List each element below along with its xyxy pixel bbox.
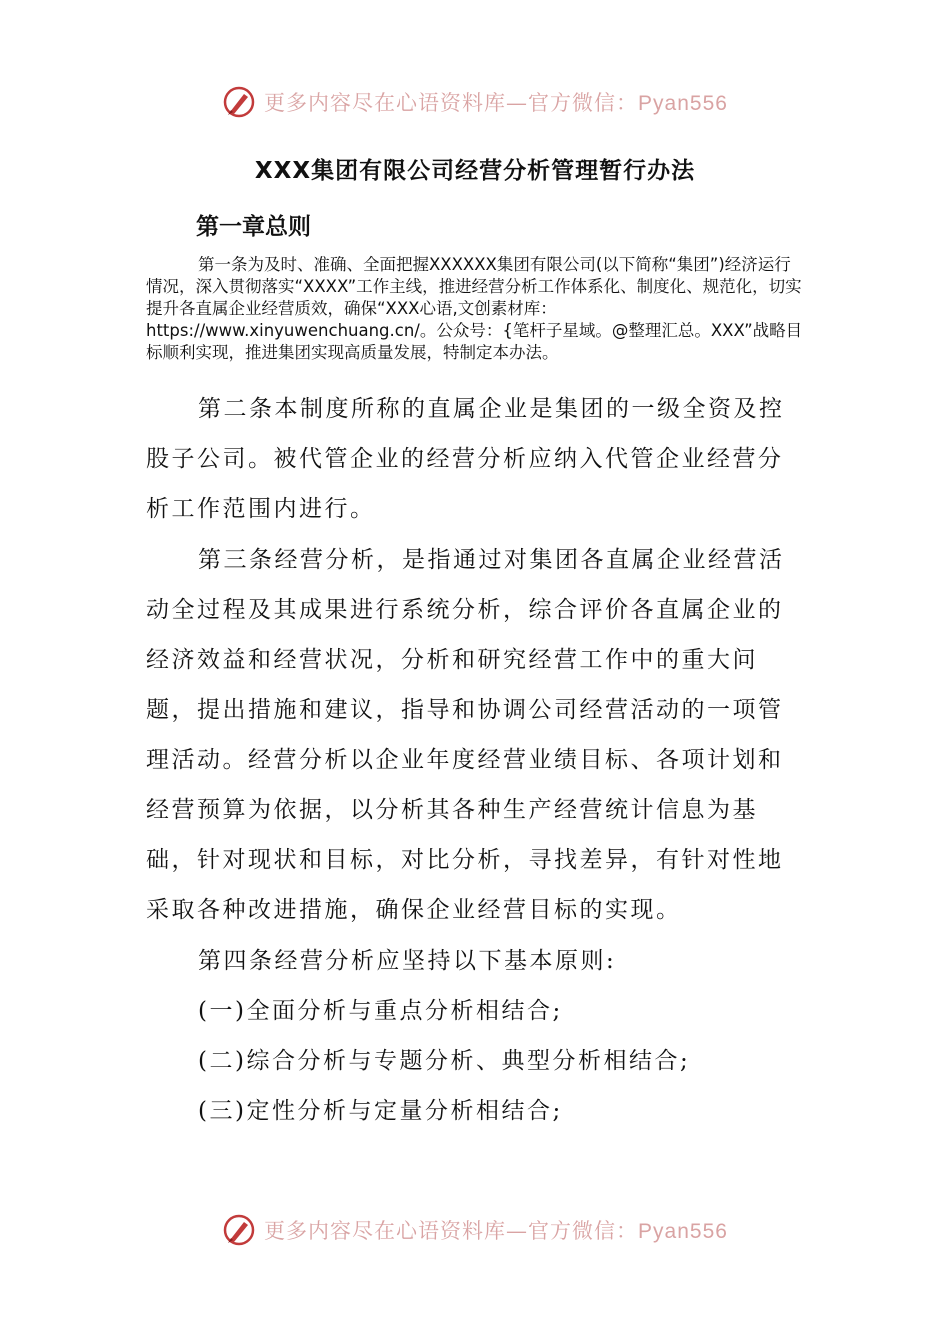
principle-item-2: (二)综合分析与专题分析、典型分析相结合; <box>198 1048 691 1074</box>
watermark-text: 更多内容尽在心语资料库—官方微信： <box>264 91 639 115</box>
document-title: XXX集团有限公司经营分析管理暂行办法 <box>254 158 696 184</box>
pen-circle-logo-icon <box>222 1213 256 1247</box>
article-2: 第二条本制度所称的直属企业是集团的一级全资及控股子公司。被代管企业的经营分析应纳入代管企业经营分析工作范围内进行。 <box>146 396 785 522</box>
watermark-wechat-id: Pyan556 <box>638 92 728 115</box>
chapter-heading: 第一章总则 <box>196 214 311 240</box>
principle-item-3: (三)定性分析与定量分析相结合; <box>198 1098 563 1124</box>
principle-item-1: (一)全面分析与重点分析相结合; <box>198 998 563 1024</box>
watermark-text: 更多内容尽在心语资料库—官方微信： <box>264 1219 639 1243</box>
header-watermark <box>0 80 950 124</box>
footer-watermark <box>0 1208 950 1252</box>
watermark-wechat-id: Pyan556 <box>638 1220 728 1243</box>
article-3: 第三条经营分析，是指通过对集团各直属企业经营活动全过程及其成果进行系统分析，综合评价各直属企业的经济效益和经营状况，分析和研究经营工作中的重大问题，提出措施和建议，指导和协调公司经营活动的一项管理活动。经营分析以企业年度经营业绩目标、各项计划和经营预算为依据，以分析其各种生产经营统计信息为基础，针对现状和目标，对比分析，寻找差异，有针对性地采取各种改进措施，确保企业经营目标的实现。 <box>146 547 785 923</box>
article-1: 第一条为及时、准确、全面把握XXXXXX集团有限公司(以下简称“集团”)经济运行情况，深入贯彻落实“XXXX”工作主线，推进经营分析工作体系化、制度化、规范化，切实提升各直属企业经营质效，确保“XXX心语,文创素材库：https://www.xinyuwenchuang.cn/。公众号：{笔杆子星域。@整理汇总。XXX”战略目标顺利实现，推进集团实现高质量发展，特制定本办法。 <box>146 255 803 362</box>
pen-circle-logo-icon <box>222 85 256 119</box>
article-4: 第四条经营分析应坚持以下基本原则: <box>198 948 617 974</box>
